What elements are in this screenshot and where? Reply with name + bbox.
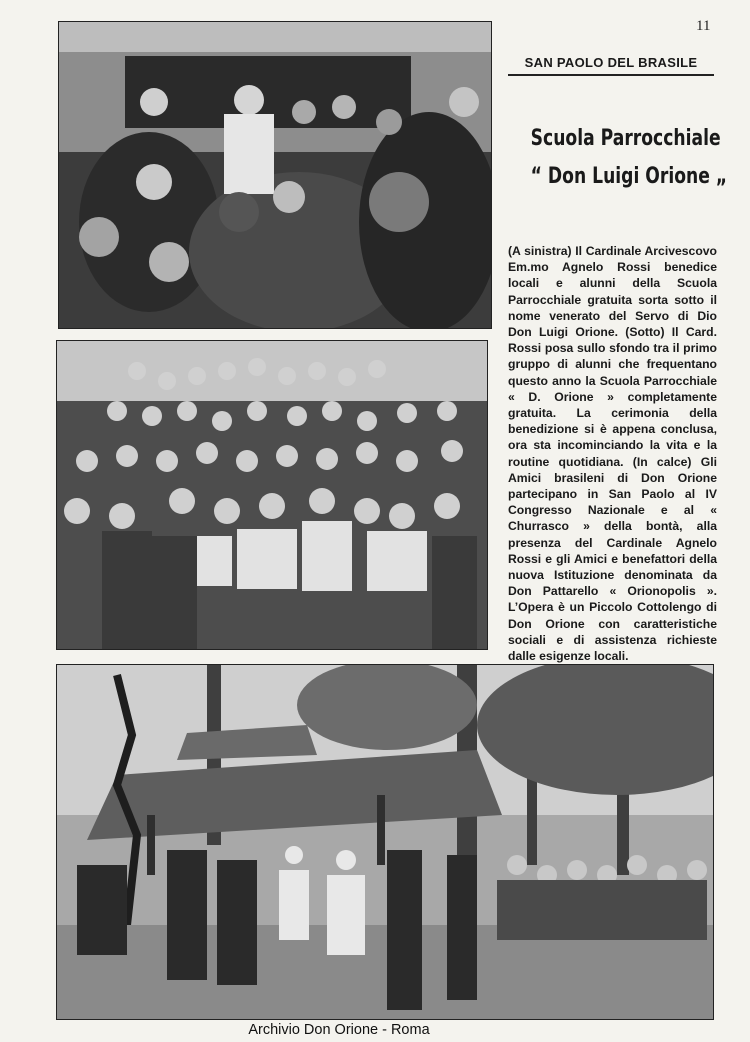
article-caption: (A sinistra) Il Cardinale Arcivescovo Em.mo Agnelo Rossi benedice locali e alunni della Scuola Parrocchiale gratuita sorta sotto il nome venerato del Servo di Dio Don Luigi Orione. (Sotto) Il Card. Rossi posa sullo sfondo tra il primo gruppo di alunni che frequentano questo anno la Scuola Parrocchiale « D. Orione » completamente gratuita. La cerimonia della benedizione si è appena conclusa, ora sta incominciando la vita e la routine quotidiana. (In calce) Gli Amici brasileni di Don Orione partecipano in San Paolo al IV Congresso Nazionale e al « Churrasco » della bontà, alla presenza del Cardinale Agnelo Rossi e gli Amici e benefattori della nuova Istituzione denominata da Don Pattarello « Orionopolis ». L’Opera è un Piccolo Cottolengo di Don Orione con caratteristiche sociali e di assistenza richieste dalle esigenze locali. [508,244,717,664]
photo-cardinal-blessing [58,21,492,329]
photo-outdoor-gathering [56,664,714,1020]
article-title-line-2: “ Don Luigi Orione „ [530,164,728,189]
article-title-line-1: Scuola Parrocchiale [530,126,721,151]
page-number: 11 [696,18,711,34]
section-header: SAN PAOLO DEL BRASILE [508,55,714,76]
archive-credit: Archivio Don Orione - Roma [248,1022,430,1038]
article-title [530,120,728,196]
photo-students-group [56,340,488,650]
